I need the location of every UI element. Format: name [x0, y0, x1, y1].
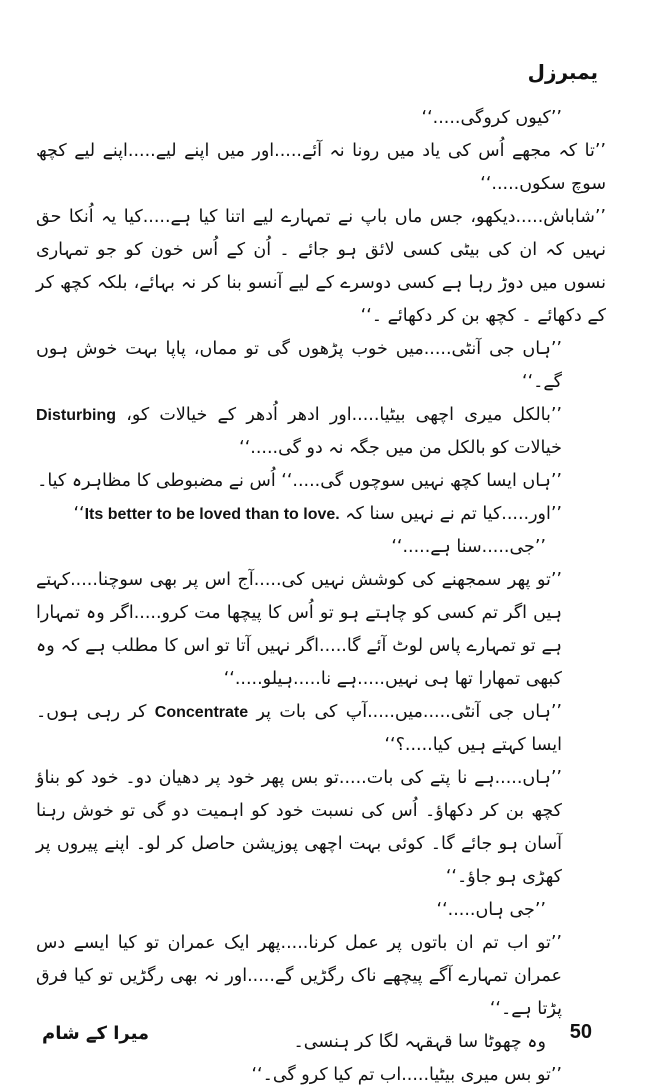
english-phrase: Disturbing: [36, 407, 116, 424]
paragraph: [36, 1059, 606, 1092]
paragraph-text: ’’جی.....سنا ہے.....‘‘: [391, 537, 546, 557]
english-phrase: Concentrate: [154, 704, 249, 721]
paragraph: [36, 102, 606, 135]
paragraph: [36, 498, 606, 531]
paragraph: [36, 333, 606, 399]
footer-book-title: میرا کے شام: [42, 1023, 150, 1044]
page-number: 50: [569, 1021, 592, 1043]
paragraph: [36, 201, 606, 333]
paragraph: [36, 465, 606, 498]
paragraph-text: ’’تا کہ مجھے اُس کی یاد میں رونا نہ آئے.....اور میں اپنے لیے.....اپنے لیے کچھ سوچ سکوں.....‘‘: [36, 141, 606, 194]
page-body: [36, 102, 606, 1092]
paragraph: [36, 564, 606, 696]
paragraph-text: ’’کیوں کروگی.....‘‘: [421, 108, 562, 128]
paragraph-text: ’’ہاں.....ہے نا پتے کی بات.....تو بس پھر خود پر دھیان دو۔ خود کو بناؤ کچھ بن کر دکھاؤ۔ اُس کی نسبت خود کو اہمیت دو گی تو خوش رہنا آسان ہو جائے گا۔ کوئی بہت اچھی پوزیشن حاصل کر لو۔ اپنے پیروں پر کھڑی ہو جاؤ۔‘‘: [36, 768, 562, 887]
paragraph-text: ’’بالکل میری اچھی بیٹیا.....اور ادھر اُدھر کے خیالات کو،: [116, 405, 562, 425]
paragraph-text: ’’تو بس میری بیٹیا.....اب تم کیا کرو گی۔‘‘: [251, 1065, 562, 1085]
paragraph: [36, 696, 606, 762]
english-phrase: Its better to be loved than to love.: [84, 506, 340, 523]
paragraph-text-continued: کر رہی ہوں۔ ایسا کہتے ہیں کیا.....؟‘‘: [36, 702, 562, 755]
paragraph-text: وہ چھوٹا سا قہقہہ لگا کر ہنسی۔: [293, 1032, 546, 1052]
paragraph: [36, 894, 606, 927]
paragraph-text-continued: ‘‘: [73, 504, 85, 524]
paragraph: [36, 531, 606, 564]
running-header: یمبرزل: [527, 60, 598, 84]
paragraph-text: ’’جی ہاں.....‘‘: [436, 900, 546, 920]
paragraph-text: ’’تو اب تم ان باتوں پر عمل کرنا.....پھر ایک عمران تو کیا ایسے دس عمران تمہارے آگے پیچھے ناک رگڑیں گے.....اور نہ بھی رگڑیں تو کیا فرق پڑتا ہے۔‘‘: [36, 933, 562, 1019]
paragraph: [36, 762, 606, 894]
paragraph-text: ’’ہاں جی آنٹی.....میں.....آپ کی بات پر: [248, 702, 562, 722]
paragraph: [36, 135, 606, 201]
paragraph: [36, 399, 606, 465]
paragraph-text: ’’شاباش.....دیکھو، جس ماں باپ نے تمہارے لیے اتنا کیا ہے.....کیا یہ اُنکا حق نہیں کہ ان کی بیٹی کسی لائق ہو جائے ۔ اُن کے اُس خون کو جو تمہاری نسوں میں دوڑ رہا ہے کسی دوسرے کے لیے آنسو بنا کر نہ بہائے، بلکہ کچھ کر کے دکھائے ۔ کچھ بن کر دکھائے ۔‘‘: [36, 207, 606, 326]
paragraph-text: ’’ہاں ایسا کچھ نہیں سوچوں گی.....‘‘ اُس نے مضبوطی کا مظاہرہ کیا۔: [37, 471, 562, 491]
paragraph-text: ’’ہاں جی آنٹی.....میں خوب پڑھوں گی تو مماں، پاپا بہت خوش ہوں گے۔‘‘: [36, 339, 562, 392]
paragraph: [36, 927, 606, 1026]
paragraph-text-continued: خیالات کو بالکل من میں جگہ نہ دو گی.....‘‘: [239, 438, 562, 458]
paragraph-text: ’’تو پھر سمجھنے کی کوشش نہیں کی.....آج اس پر بھی سوچنا.....کہتے ہیں اگر تم کسی کو چاہتے ہو تو اُس کا پیچھا مت کرو.....اگر وہ تمہارا ہے تو تمہارے پاس لوٹ آئے گا.....اگر نہیں آتا تو اس کا مطلب ہے کہ وہ کبھی تمھارا تھا ہی نہیں.....ہے نا.....ہیلو.....‘‘: [36, 570, 562, 689]
paragraph-text: ’’اور.....کیا تم نے نہیں سنا کہ: [339, 504, 562, 524]
